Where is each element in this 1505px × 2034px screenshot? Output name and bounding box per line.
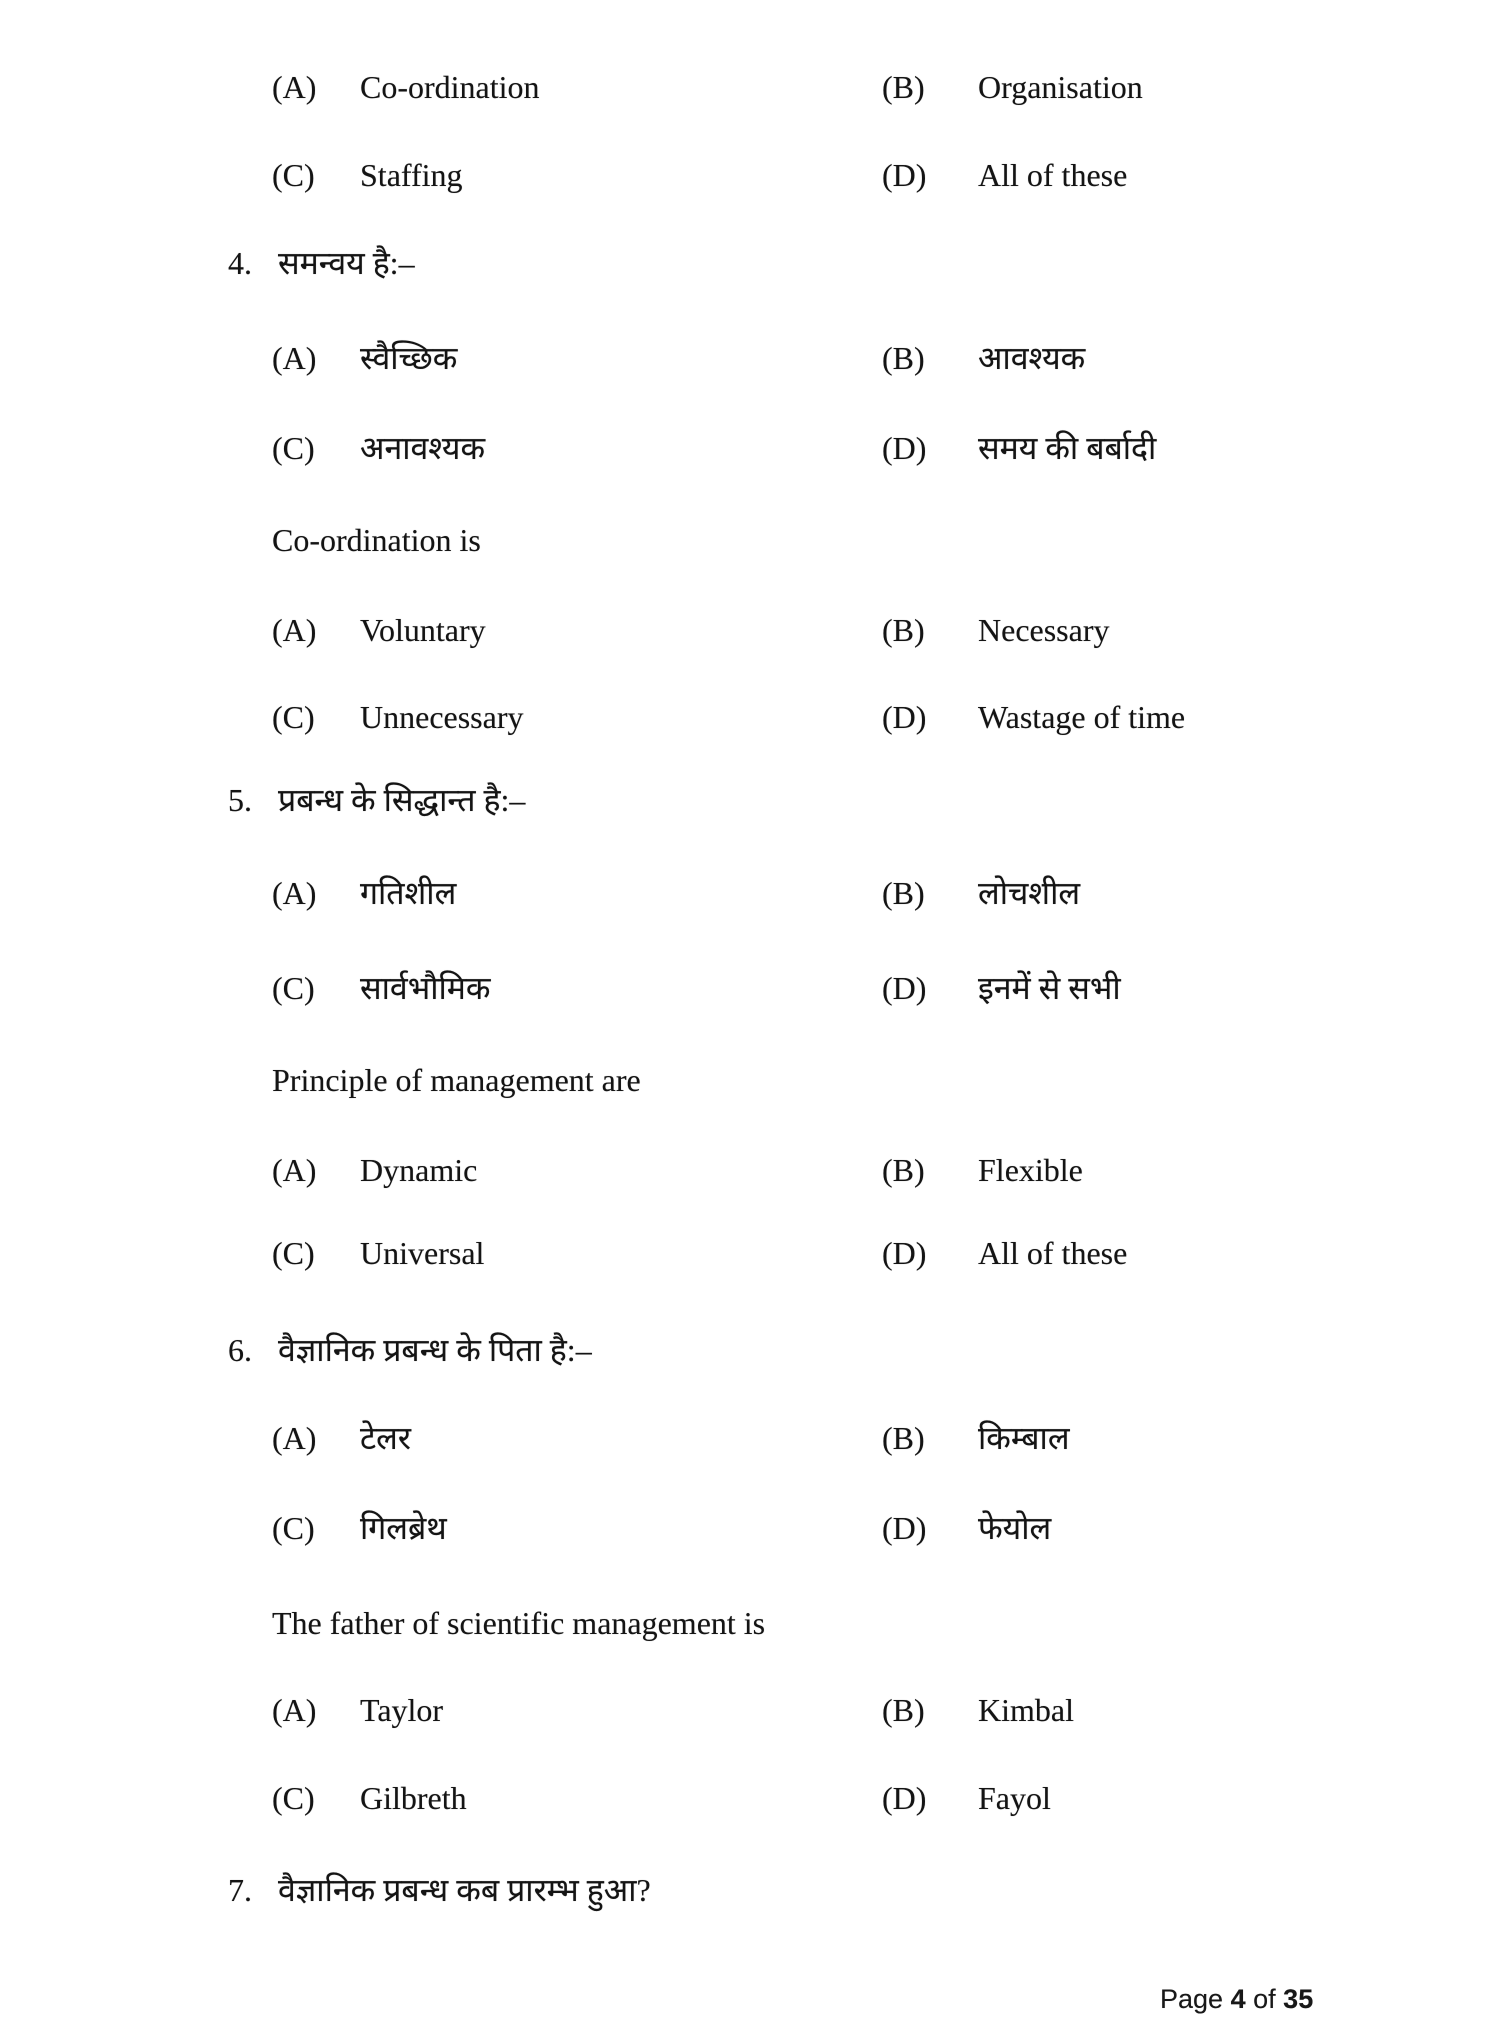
option-d (882, 1776, 1051, 1820)
option-text: Flexible (978, 1152, 1083, 1188)
option-label: (A) (272, 340, 317, 376)
option-label: (C) (272, 430, 315, 466)
question-row-q5 (0, 778, 1505, 822)
option-text: All of these (978, 157, 1128, 193)
option-text: लोचशील (978, 875, 1081, 911)
subquestion-row (0, 1601, 1505, 1645)
option-label: (C) (272, 1510, 315, 1546)
option-label: (B) (882, 875, 925, 911)
option-row (0, 1776, 1505, 1820)
option-row (0, 695, 1505, 739)
option-a (272, 65, 540, 109)
option-label: (D) (882, 1510, 927, 1546)
option-row (0, 608, 1505, 652)
option-text: गिलब्रेथ (360, 1510, 447, 1546)
option-b (882, 336, 1085, 380)
option-c (272, 695, 523, 739)
of-word: of (1253, 1984, 1276, 2014)
option-d (882, 426, 1156, 470)
option-label: (D) (882, 699, 927, 735)
option-label: (A) (272, 1152, 317, 1188)
option-text: इनमें से सभी (978, 970, 1121, 1006)
option-text: Gilbreth (360, 1780, 467, 1816)
option-row (0, 1148, 1505, 1192)
option-text: आवश्यक (978, 340, 1086, 376)
option-label: (C) (272, 1235, 315, 1271)
option-label: (D) (882, 1780, 927, 1816)
option-label: (A) (272, 1692, 317, 1728)
page-number: 4 (1230, 1984, 1246, 2014)
option-row (0, 871, 1505, 915)
option-label: (D) (882, 430, 927, 466)
option-label: (A) (272, 612, 317, 648)
question-text-english: The father of scientific management is (272, 1605, 766, 1641)
option-label: (C) (272, 699, 315, 735)
option-b (882, 1416, 1070, 1460)
option-text: Staffing (360, 157, 463, 193)
question-row-q4 (0, 241, 1505, 285)
option-d (882, 153, 1127, 197)
option-text: Taylor (360, 1692, 444, 1728)
option-c (272, 426, 485, 470)
page-word: Page (1160, 1984, 1224, 2014)
option-text: गतिशील (360, 875, 457, 911)
option-text: Fayol (978, 1780, 1051, 1816)
option-d (882, 1231, 1127, 1275)
option-row (0, 1231, 1505, 1275)
option-text: टेलर (360, 1420, 411, 1456)
option-text: Wastage of time (978, 699, 1186, 735)
option-a (272, 336, 457, 380)
total-pages: 35 (1283, 1984, 1314, 2014)
question-text-hindi: वैज्ञानिक प्रबन्ध कब प्रारम्भ हुआ? (278, 1872, 651, 1908)
option-text: Universal (360, 1235, 485, 1271)
option-label: (A) (272, 1420, 317, 1456)
option-b (882, 608, 1109, 652)
option-label: (B) (882, 69, 925, 105)
option-text: सार्वभौमिक (360, 970, 491, 1006)
option-label: (C) (272, 1780, 315, 1816)
option-d (882, 695, 1185, 739)
option-label: (A) (272, 69, 317, 105)
option-a (272, 608, 486, 652)
option-label: (D) (882, 1235, 927, 1271)
question-number: 7. (228, 1872, 252, 1908)
option-c (272, 966, 491, 1010)
option-text: Voluntary (360, 612, 486, 648)
option-row (0, 966, 1505, 1010)
option-a (272, 871, 456, 915)
option-label: (B) (882, 1692, 925, 1728)
option-label: (D) (882, 970, 927, 1006)
option-c (272, 1776, 467, 1820)
option-label: (B) (882, 1420, 925, 1456)
option-label: (D) (882, 157, 927, 193)
question-text-hindi: समन्वय है:– (278, 245, 415, 281)
option-d (882, 1506, 1051, 1550)
question-row-q6 (0, 1328, 1505, 1372)
question-number: 5. (228, 782, 252, 818)
option-a (272, 1148, 477, 1192)
option-b (882, 65, 1143, 109)
option-label: (B) (882, 612, 925, 648)
question-text-hindi: प्रबन्ध के सिद्धान्त है:– (278, 782, 526, 818)
option-text: अनावश्यक (360, 430, 486, 466)
option-text: समय की बर्बादी (978, 430, 1157, 466)
question-row-q7 (0, 1868, 1505, 1912)
page-footer (1160, 1984, 1313, 2015)
option-text: Co-ordination (360, 69, 540, 105)
question-text-hindi: वैज्ञानिक प्रबन्ध के पिता है:– (278, 1332, 592, 1368)
question-number: 4. (228, 245, 252, 281)
option-row (0, 65, 1505, 109)
option-row (0, 1416, 1505, 1460)
option-text: Unnecessary (360, 699, 524, 735)
option-text: Organisation (978, 69, 1143, 105)
option-label: (B) (882, 1152, 925, 1188)
option-c (272, 1231, 484, 1275)
option-label: (C) (272, 157, 315, 193)
option-b (882, 1148, 1083, 1192)
option-text: Kimbal (978, 1692, 1074, 1728)
option-text: All of these (978, 1235, 1128, 1271)
question-text-english: Co-ordination is (272, 522, 481, 558)
subquestion-row (0, 1058, 1505, 1102)
option-text: Dynamic (360, 1152, 478, 1188)
option-d (882, 966, 1121, 1010)
option-row (0, 426, 1505, 470)
option-label: (A) (272, 875, 317, 911)
subquestion-row (0, 518, 1505, 562)
option-c (272, 153, 463, 197)
option-label: (C) (272, 970, 315, 1006)
option-row (0, 1688, 1505, 1732)
question-number: 6. (228, 1332, 252, 1368)
question-text-english: Principle of management are (272, 1062, 641, 1098)
option-b (882, 1688, 1074, 1732)
option-a (272, 1688, 443, 1732)
option-label: (B) (882, 340, 925, 376)
option-c (272, 1506, 447, 1550)
option-row (0, 1506, 1505, 1550)
option-row (0, 336, 1505, 380)
option-text: फेयोल (978, 1510, 1052, 1546)
option-row (0, 153, 1505, 197)
option-text: स्वैच्छिक (360, 340, 458, 376)
option-b (882, 871, 1080, 915)
option-text: किम्बाल (978, 1420, 1070, 1456)
option-text: Necessary (978, 612, 1110, 648)
option-a (272, 1416, 411, 1460)
